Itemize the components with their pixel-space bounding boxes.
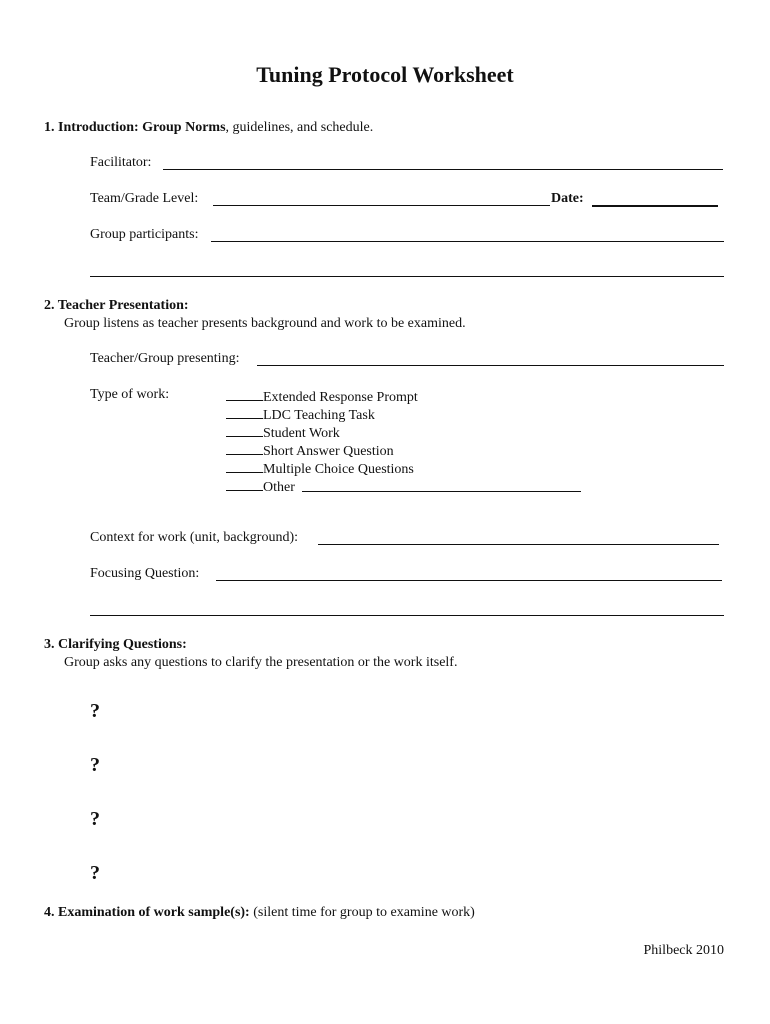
work-option[interactable] xyxy=(226,405,375,424)
question-mark: ? xyxy=(90,700,100,722)
focusing-question-label: Focusing Question: xyxy=(90,566,200,581)
section-1-label: Introduction: xyxy=(58,120,139,135)
team-grade-field[interactable] xyxy=(213,205,550,206)
section-3-label: Clarifying Questions: xyxy=(58,637,187,652)
option-label: Multiple Choice Questions xyxy=(263,462,414,477)
option-label: Other xyxy=(263,480,295,495)
option-blank[interactable] xyxy=(226,459,263,473)
work-option[interactable] xyxy=(226,423,340,442)
option-blank[interactable] xyxy=(226,477,263,491)
option-label: LDC Teaching Task xyxy=(263,408,375,423)
option-label: Extended Response Prompt xyxy=(263,390,418,405)
presenting-field[interactable] xyxy=(257,365,724,366)
option-label: Short Answer Question xyxy=(263,444,394,459)
section-4-number: 4. xyxy=(44,905,55,920)
section-2-number: 2. xyxy=(44,298,55,313)
section-3-heading xyxy=(44,637,187,653)
presenting-label: Teacher/Group presenting: xyxy=(90,351,240,366)
participants-field[interactable] xyxy=(211,241,724,242)
footer-credit: Philbeck 2010 xyxy=(643,943,724,958)
page-title: Tuning Protocol Worksheet xyxy=(256,62,514,87)
focusing-question-field[interactable] xyxy=(216,580,722,581)
section-1-number: 1. xyxy=(44,120,55,135)
work-option[interactable] xyxy=(226,387,418,406)
team-grade-label: Team/Grade Level: xyxy=(90,191,199,206)
option-blank[interactable] xyxy=(226,423,263,437)
option-blank[interactable] xyxy=(226,441,263,455)
facilitator-field[interactable] xyxy=(163,169,723,170)
section-1-heading xyxy=(44,120,373,136)
section-2-heading xyxy=(44,298,189,314)
section-1-rest: , guidelines, and schedule. xyxy=(225,120,374,135)
type-of-work-label: Type of work: xyxy=(90,387,170,402)
option-blank[interactable] xyxy=(226,387,263,401)
work-option[interactable] xyxy=(226,441,394,460)
section-4-rest: (silent time for group to examine work) xyxy=(253,905,475,920)
work-option[interactable] xyxy=(226,477,295,496)
option-label: Student Work xyxy=(263,426,340,441)
question-mark: ? xyxy=(90,862,100,884)
facilitator-label: Facilitator: xyxy=(90,155,152,170)
date-field[interactable] xyxy=(592,205,718,207)
focusing-question-field-2[interactable] xyxy=(90,615,724,616)
section-3-description: Group asks any questions to clarify the presentation or the work itself. xyxy=(64,655,458,670)
context-field[interactable] xyxy=(318,544,719,545)
option-blank[interactable] xyxy=(226,405,263,419)
participants-label: Group participants: xyxy=(90,227,199,242)
other-field[interactable] xyxy=(302,491,581,492)
question-mark: ? xyxy=(90,808,100,830)
section-4-heading xyxy=(44,905,475,921)
context-label: Context for work (unit, background): xyxy=(90,530,299,545)
section-3-number: 3. xyxy=(44,637,55,652)
section-2-label: Teacher Presentation: xyxy=(57,298,189,313)
section-1-group-norms: Group Norms xyxy=(142,120,226,135)
section-4-label: Examination of work sample(s): xyxy=(58,905,250,920)
participants-field-2[interactable] xyxy=(90,276,724,277)
question-mark: ? xyxy=(90,754,100,776)
date-label: Date: xyxy=(551,191,584,206)
section-2-description: Group listens as teacher presents background and work to be examined. xyxy=(64,316,466,331)
work-option[interactable] xyxy=(226,459,414,478)
